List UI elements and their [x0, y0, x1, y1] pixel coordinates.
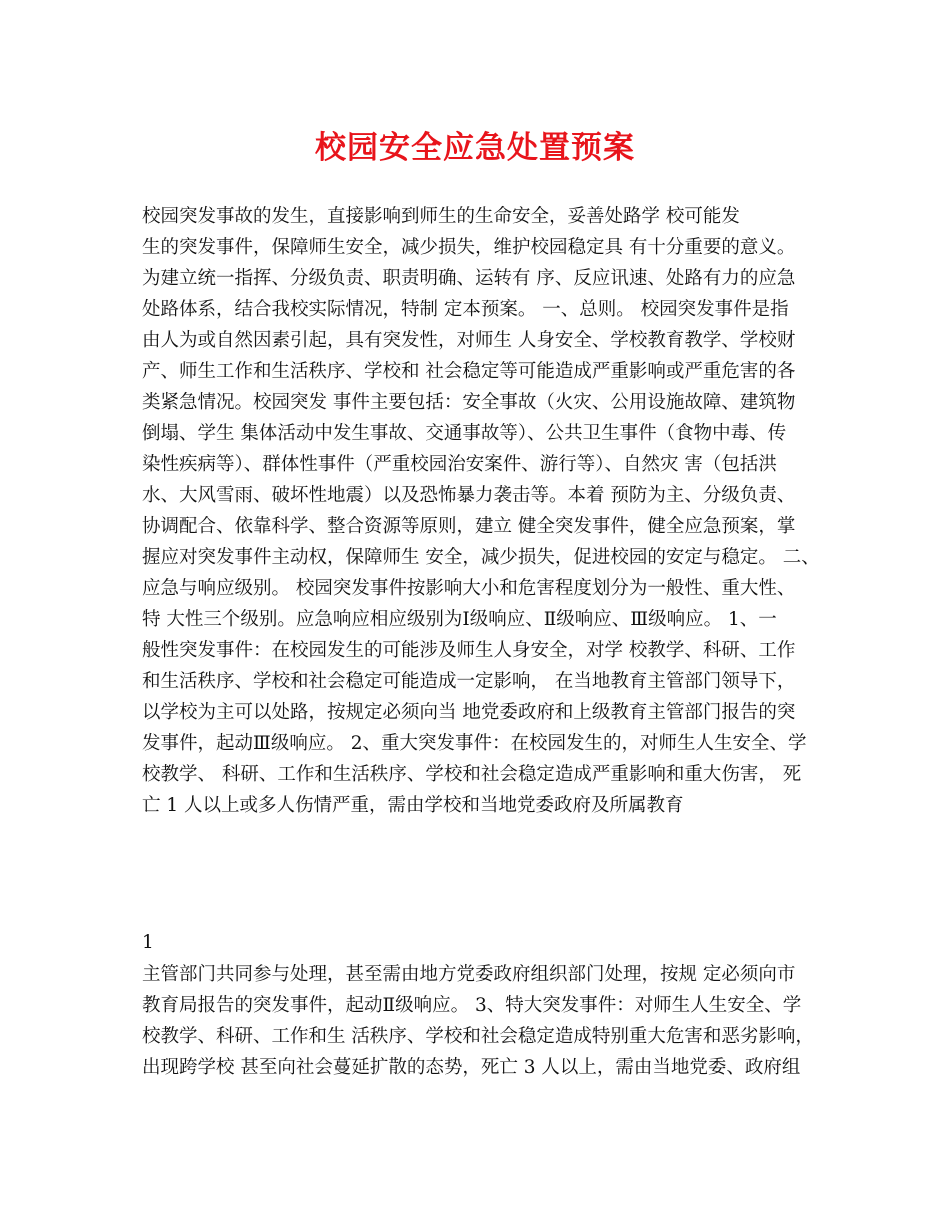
body-line: 般性突发事件：在校园发生的可能涉及师生人身安全，对学 校教学、科研、工作: [142, 640, 796, 661]
body-line: 染性疾病等）、群体性事件（严重校园治安案件、游行等）、自然灾 害（包括洪: [142, 454, 777, 475]
body-line: 产、师生工作和生活秩序、学校和 社会稳定等可能造成严重影响或严重危害的各: [142, 361, 796, 382]
body-line: 由人为或自然因素引起，具有突发性，对师生 人身安全、学校教育教学、学校财: [142, 330, 796, 351]
body-line: 处路体系，结合我校实际情况，特制 定本预案。 一、总则。 校园突发事件是指: [142, 299, 789, 320]
body-line: 教育局报告的突发事件，起动Ⅱ级响应。 3、特大突发事件：对师生人生安全、学: [142, 995, 802, 1016]
body-line: 生的突发事件，保障师生安全，减少损失，维护校园稳定具 有十分重要的意义。: [142, 237, 796, 258]
page-number: 1: [142, 932, 154, 953]
body-line: 握应对突发事件主动权，保障师生 安全，减少损失，促进校园的安定与稳定。 二、: [142, 547, 820, 568]
body-line: 协调配合、依靠科学、整合资源等原则，建立 健全突发事件，健全应急预案，掌: [142, 516, 796, 537]
body-line: 发事件，起动Ⅲ级响应。 2、重大突发事件：在校园发生的，对师生人生安全、学: [142, 733, 807, 754]
body-line: 亡 1 人以上或多人伤情严重，需由学校和当地党委政府及所属教育: [142, 795, 684, 816]
body-line: 和生活秩序、学校和社会稳定可能造成一定影响， 在当地教育主管部门领导下，: [142, 671, 796, 692]
body-line: 倒塌、学生 集体活动中发生事故、交通事故等）、公共卫生事件（食物中毒、传: [142, 423, 787, 444]
body-line: 校教学、科研、工作和生 活秩序、学校和社会稳定造成特别重大危害和恶劣影响，: [142, 1026, 814, 1047]
body-line: 主管部门共同参与处理，甚至需由地方党委政府组织部门处理，按规 定必须向市: [142, 964, 796, 985]
body-line: 水、大风雪雨、破坏性地震）以及恐怖暴力袭击等。本着 预防为主、分级负责、: [142, 485, 796, 506]
body-line: 校教学、 科研、工作和生活秩序、学校和社会稳定造成严重影响和重大伤害， 死: [142, 764, 802, 785]
body-line: 类紧急情况。校园突发 事件主要包括：安全事故（火灾、公用设施故障、建筑物: [142, 392, 796, 413]
body-line: 特 大性三个级别。应急响应相应级别为Ⅰ级响应、Ⅱ级响应、Ⅲ级响应。 1、一: [142, 609, 777, 630]
body-line: 应急与响应级别。 校园突发事件按影响大小和危害程度划分为一般性、重大性、: [142, 578, 796, 599]
body-line: 校园突发事故的发生，直接影响到师生的生命安全，妥善处路学 校可能发: [142, 206, 740, 227]
body-line: 以学校为主可以处路，按规定必须向当 地党委政府和上级教育主管部门报告的突: [142, 702, 796, 723]
body-line: 出现跨学校 甚至向社会蔓延扩散的态势，死亡 3 人以上，需由当地党委、政府组: [142, 1057, 801, 1078]
body-line: 为建立统一指挥、分级负责、职责明确、运转有 序、反应讯速、处路有力的应急: [142, 268, 796, 289]
document-title: 校园安全应急处置预案: [315, 130, 635, 166]
